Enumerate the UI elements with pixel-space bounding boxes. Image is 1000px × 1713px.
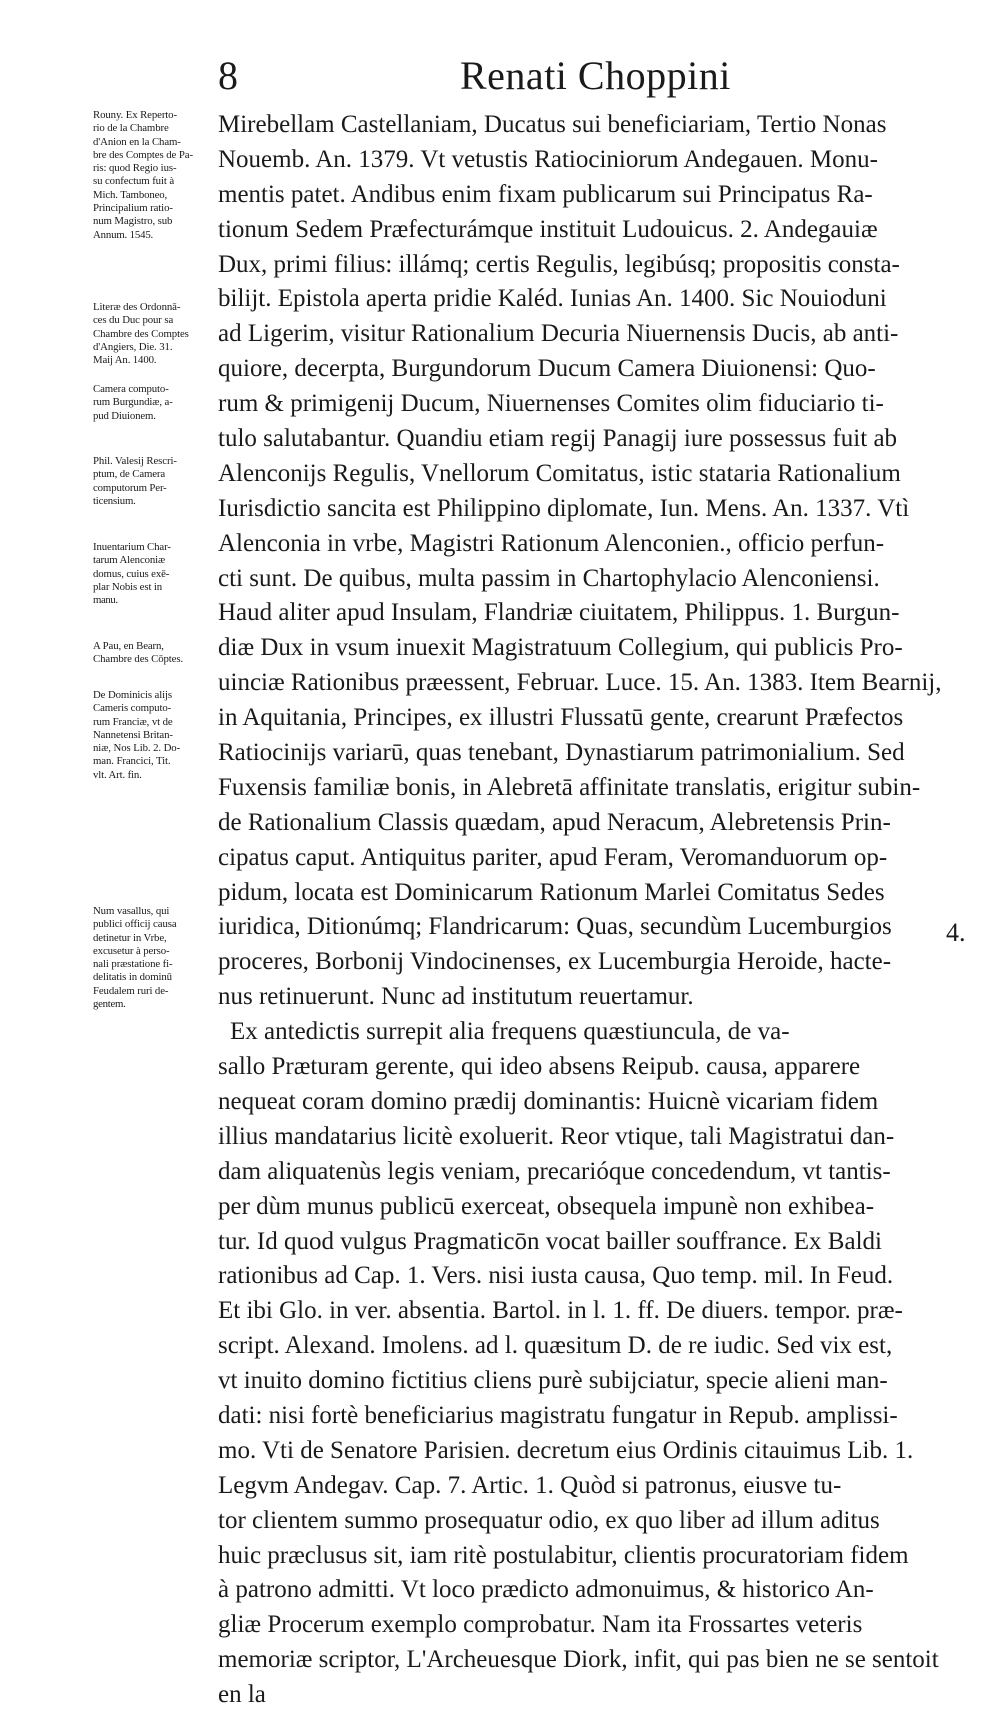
margin-note-line: niæ, Nos Lib. 2. Do- (93, 742, 181, 755)
margin-note-line: excusetur à perso- (93, 944, 170, 957)
text-line: à patrono admitti. Vt loco prædicto admonuimus, & historico An- (218, 1576, 874, 1604)
text-line: per dùm munus publicū exerceat, obsequela impunè non exhibea- (218, 1192, 875, 1220)
text-line: tulo salutabantur. Quandiu etiam regij Panagij iure possessus fuit ab (218, 425, 898, 453)
margin-note-line: detinetur in Vrbe, (93, 931, 167, 944)
text-line: gliæ Procerum exemplo comprobatur. Nam ita Frossartes veteris (218, 1611, 863, 1639)
margin-note-line: Mich. Tamboneo, (93, 188, 168, 201)
text-line: mo. Vti de Senatore Parisien. decretum eius Ordinis citauimus Lib. 1. (218, 1436, 914, 1464)
margin-note-line: Feudalem ruri de- (93, 984, 169, 997)
margin-note-line: Chambre des Cōptes. (93, 653, 184, 666)
text-line: Haud aliter apud Insulam, Flandriæ ciuitatem, Philippus. 1. Burgun- (218, 599, 900, 627)
margin-note (93, 109, 219, 242)
page-number: 8 (218, 53, 238, 98)
margin-note-line: domus, cuius exē- (93, 567, 170, 580)
text-line: nequeat coram domino prædij dominantis: Huicnè vicariam fidem (218, 1087, 879, 1115)
text-line: mentis patet. Andibus enim fixam publicarum sui Principatus Ra- (218, 180, 873, 208)
margin-note-line: Nannetensi Britan- (93, 728, 173, 741)
margin-note (93, 905, 219, 1011)
margin-note-line: plar Nobis est in (93, 580, 163, 593)
margin-note-line: ces du Duc pour sa (93, 314, 174, 327)
margin-note-line: Chambre des Comptes (93, 327, 189, 340)
text-line: Mirebellam Castellaniam, Ducatus sui beneficiariam, Tertio Nonas (218, 111, 887, 138)
margin-note-line: Rouny. Ex Reperto- (93, 109, 177, 121)
text-line: in Aquitania, Principes, ex illustri Flussatū gente, crearunt Præfectos (218, 704, 904, 732)
margin-note-line: d'Anion en la Cham- (93, 135, 181, 148)
text-line: cipatus caput. Antiquitus pariter, apud Feram, Veromanduorum op- (218, 843, 888, 871)
text-line: bilijt. Epistola aperta pridie Kaléd. Iunias An. 1400. Sic Nouioduni (218, 285, 887, 313)
margin-note (93, 383, 219, 423)
text-line: tionum Sedem Præfecturámque instituit Ludouicus. 2. Andegauiæ (218, 215, 878, 243)
text-line: Dux, primi filius: illámq; certis Regulis, legibúsq; propositis consta- (218, 250, 900, 278)
main-text-block (218, 108, 944, 1713)
margin-note-line: Maij An. 1400. (93, 354, 157, 367)
text-line: Ratiocinijs variarū, quas tenebant, Dynastiarum patrimonialium. Sed (218, 739, 905, 767)
text-line: Fuxensis familiæ bonis, in Alebretā affinitate translatis, erigitur subin- (218, 773, 921, 801)
margin-note (93, 689, 219, 782)
text-line: rum & primigenij Ducum, Niuernenses Comites olim fiduciario ti- (218, 390, 884, 418)
margin-note (93, 541, 219, 607)
margin-note-line: man. Francici, Tit. (93, 755, 171, 768)
margin-note-line: ticensium. (93, 494, 136, 507)
margin-note-line: rio de la Chambre (93, 122, 169, 135)
paragraph-number: 4. (946, 918, 966, 947)
text-line: ad Ligerim, visitur Rationalium Decuria Niuernensis Ducis, ab anti- (218, 320, 899, 348)
margin-note-line: pud Diuionem. (93, 409, 156, 422)
margin-note-line: Annum. 1545. (93, 228, 154, 241)
text-line: Alenconia in vrbe, Magistri Rationum Alenconien., officio perfun- (218, 529, 885, 557)
text-line: Nouemb. An. 1379. Vt vetustis Ratiociniorum Andegauen. Monu- (218, 145, 878, 173)
text-line: Legvm Andegav. Cap. 7. Artic. 1. Quòd si patronus, eiusve tu- (218, 1471, 842, 1499)
margin-note-line: gentem. (93, 998, 126, 1011)
text-line: script. Alexand. Imolens. ad l. quæsitum D. de re iudic. Sed vix est, (218, 1332, 893, 1360)
margin-note-line: Camera computo- (93, 383, 169, 395)
text-line: tur. Id quod vulgus Pragmaticōn vocat bailler souffrance. Ex Baldi (218, 1227, 882, 1255)
running-title: Renati Choppini (460, 53, 731, 98)
margin-note-line: rum Franciæ, vt de (93, 715, 173, 728)
text-line: tor clientem summo prosequatur odio, ex quo liber ad illum aditus (218, 1506, 880, 1534)
text-line: quiore, decerpta, Burgundorum Ducum Camera Diuionensi: Quo- (218, 355, 876, 383)
margin-note-line: nali præstatione fi- (93, 958, 173, 971)
margin-note (93, 640, 219, 667)
margin-note-line: delitatis in dominū (93, 971, 172, 984)
margin-note-line: d'Angiers, Die. 31. (93, 340, 173, 353)
margin-note-line: ris: quod Regio ius- (93, 162, 177, 175)
margin-note (93, 301, 219, 367)
text-line: huic præclusus sit, iam ritè postulabitur, clientis procuratoriam fidem (218, 1541, 909, 1569)
margin-note-line: su confectum fuit à (93, 175, 175, 188)
text-line: proceres, Borbonij Vindocinenses, ex Lucemburgia Heroide, hacte- (218, 948, 892, 976)
margin-note-line: publici officij causa (93, 918, 177, 931)
margin-note-line: Num vasallus, qui (93, 905, 170, 917)
text-line: Ex antedictis surrepit alia frequens quæstiuncula, de va- (230, 1018, 790, 1046)
text-line: de Rationalium Classis quædam, apud Neracum, Alebretensis Prin- (218, 808, 891, 836)
margin-note-line: rum Burgundiæ, a- (93, 396, 173, 409)
margin-note-line: tarum Alenconiæ (93, 554, 166, 567)
text-line: sallo Præturam gerente, qui ideo absens Reipub. causa, apparere (218, 1053, 861, 1081)
text-line: memoriæ scriptor, L'Archeuesque Diork, infit, qui pas bien ne se sentoit (218, 1646, 939, 1674)
text-line: illius mandatarius licitè exoluerit. Reor vtique, tali Magistratui dan- (218, 1122, 895, 1150)
margin-note-line: vlt. Art. fin. (93, 768, 142, 781)
margin-note (93, 455, 219, 508)
margin-note-line: bre des Comptes de Pa- (93, 148, 193, 161)
margin-note-line: ptum, de Camera (93, 468, 166, 481)
margin-note-line: manu. (93, 594, 118, 607)
text-line: dam aliquatenùs legis veniam, precarióque concedendum, vt tantis- (218, 1157, 891, 1185)
margin-note-line: Phil. Valesij Rescri- (93, 455, 177, 467)
text-line: Iurisdictio sancita est Philippino diplomate, Iun. Mens. An. 1337. Vtì (218, 494, 910, 522)
text-line: uinciæ Rationibus præessent, Februar. Luce. 15. An. 1383. Item Bearnij, (218, 669, 942, 697)
text-line: Alenconijs Regulis, Vnellorum Comitatus, istic stataria Rationalium (218, 459, 901, 487)
margin-note-line: Principalium ratio- (93, 202, 173, 215)
text-line: nus retinuerunt. Nunc ad institutum reuertamur. (218, 983, 694, 1011)
text-line: en la (218, 1681, 266, 1709)
text-line: diæ Dux in vsum inuexit Magistratuum Collegium, qui publicis Pro- (218, 634, 903, 662)
margin-note-line: num Magistro, sub (93, 215, 173, 228)
text-line: cti sunt. De quibus, multa passim in Chartophylacio Alenconiensi. (218, 564, 880, 592)
margin-note-line: A Pau, en Bearn, (93, 640, 164, 652)
text-line: Et ibi Glo. in ver. absentia. Bartol. in l. 1. ff. De diuers. tempor. præ- (218, 1297, 903, 1325)
margin-note-line: computorum Per- (93, 481, 167, 494)
text-line: pidum, locata est Dominicarum Rationum Marlei Comitatus Sedes (218, 878, 885, 906)
margin-note-line: Cameris computo- (93, 702, 172, 715)
text-line: vt inuito domino fictitius cliens purè subijciatur, specie alieni man- (218, 1367, 888, 1395)
text-line: iuridica, Ditionúmq; Flandricarum: Quas, secundùm Lucemburgios (218, 913, 892, 941)
margin-note-line: Inuentarium Char- (93, 541, 171, 553)
margin-note-line: Literæ des Ordonnā- (93, 301, 181, 313)
margin-note-line: De Dominicis alijs (93, 689, 172, 701)
text-line: rationibus ad Cap. 1. Vers. nisi iusta causa, Quo temp. mil. In Feud. (218, 1262, 894, 1290)
text-line: dati: nisi fortè beneficiarius magistratu fungatur in Repub. amplissi- (218, 1401, 898, 1429)
